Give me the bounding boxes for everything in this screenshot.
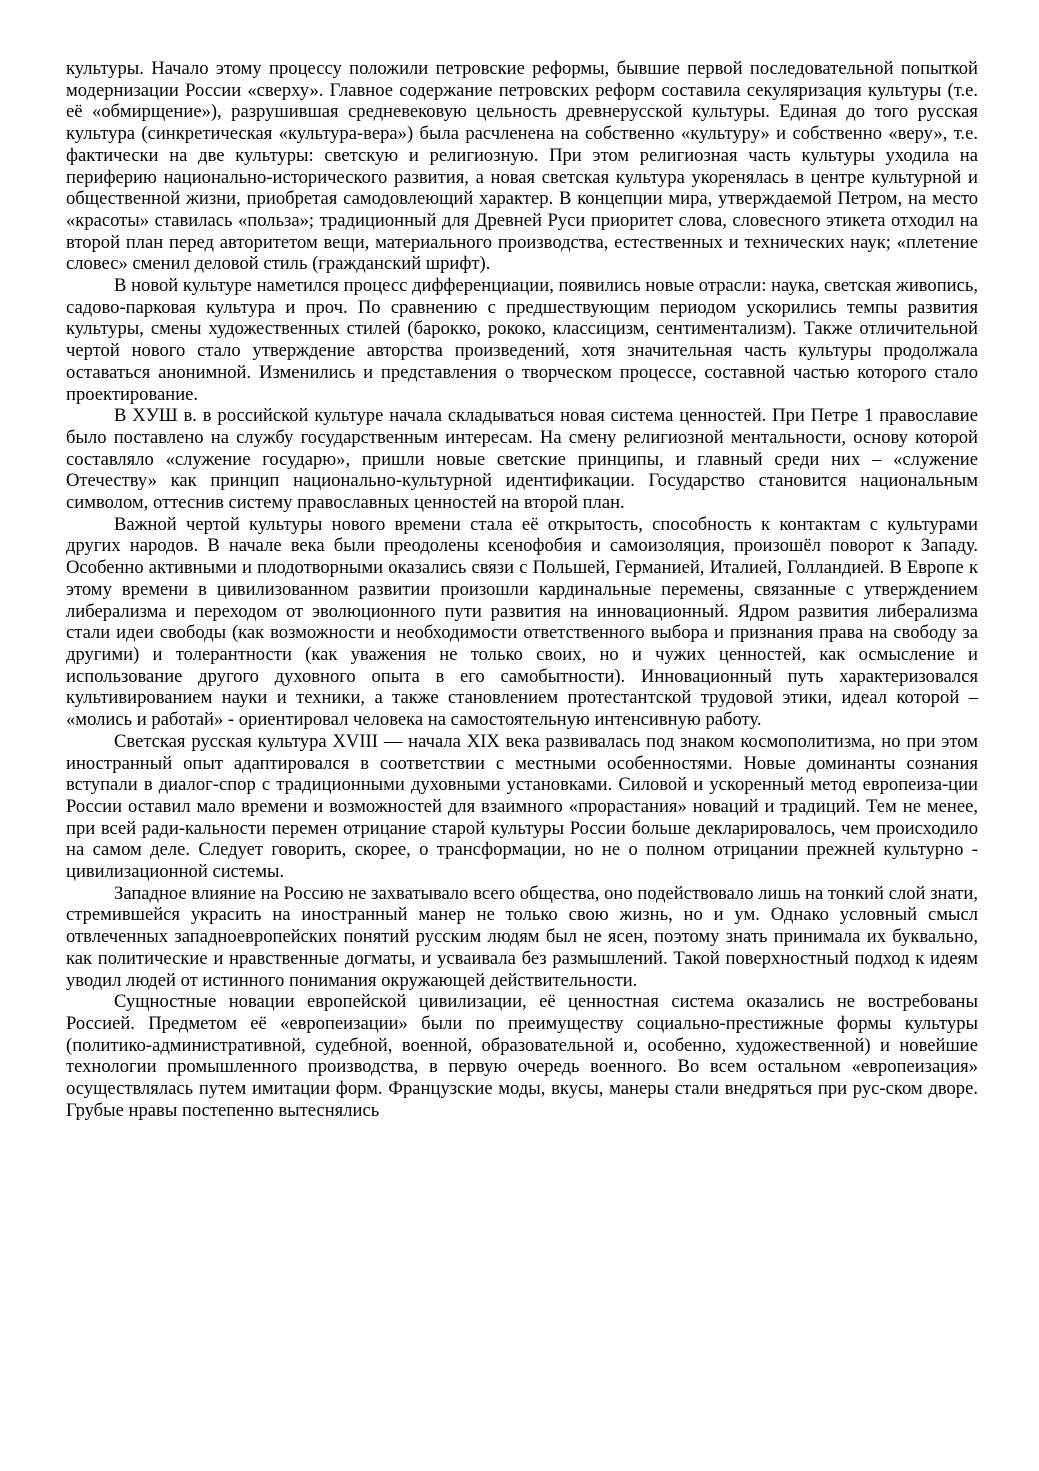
paragraph-2: В новой культуре наметился процесс дифференциации, появились новые отрасли: наука, светская живопись, садово-парковая культура и проч. По сравнению с предшествующим периодом ускорились темпы развития культуры, смены художественных стилей (барокко, рококо, классицизм, сентиментализм). Также отличительной чертой нового стало утверждение авторства произведений, хотя значительная часть культуры продолжала оставаться анонимной. Изменились и представления о творческом процессе, составной частью которого стало проектирование. — [66, 275, 978, 405]
paragraph-4: Важной чертой культуры нового времени стала её открытость, способность к контактам с культурами других народов. В начале века были преодолены ксенофобия и самоизоляция, произошёл поворот к Западу. Особенно активными и плодотворными оказались связи с Польшей, Германией, Италией, Голландией. В Европе к этому времени в цивилизованном развитии произошли кардинальные перемены, связанные с утверждением либерализма и переходом от эволюционного пути развития на инновационный. Ядром развития либерализма стали идеи свободы (как возможности и необходимости ответственного выбора и признания права на свободу за другими) и толерантности (как уважения не только своих, но и чужих ценностей, как осмысление и использование другого духовного опыта в его самобытности). Инновационный путь характеризовался культивированием науки и техники, а также становлением протестантской трудовой этики, идеал которой – «молись и работай» - ориентировал человека на самостоятельную интенсивную работу. — [66, 513, 978, 731]
paragraph-1: культуры. Начало этому процессу положили петровские реформы, бывшие первой последовательной попыткой модернизации России «сверху». Главное содержание петровских реформ составила секуляризация культуры (т.е. её «обмирщение»), разрушившая средневековую цельность древнерусской культуры. Единая до того русская культура (синкретическая «культура-вера») была расчленена на собственно «культуру» и собственно «веру», т.е. фактически на две культуры: светскую и религиозную. При этом религиозная часть культуры уходила на периферию национально-исторического развития, а новая светская культура укоренялась в центре культурной и общественной жизни, приобретая самодовлеющий характер. В концепции мира, утверждаемой Петром, на место «красоты» ставилась «польза»; традиционный для Древней Руси приоритет слова, словесного этикета отходил на второй план перед авторитетом вещи, материального производства, естественных и технических наук; «плетение словес» сменил деловой стиль (гражданский шрифт). — [66, 58, 978, 275]
paragraph-7: Сущностные новации европейской цивилизации, её ценностная система оказались не востребованы Россией. Предметом её «европеизации» были по преимуществу социально-престижные формы культуры (политико-административной, судебной, военной, образовательной и, особенно, художественной) и новейшие технологии промышленного производства, в первую очередь военного. Во всем остальном «европеизация» осуществлялась путем имитации форм. Французские моды, вкусы, манеры стали внедряться при рус-ском дворе. Грубые нравы постепенно вытеснялись — [66, 991, 978, 1121]
paragraph-6: Западное влияние на Россию не захватывало всего общества, оно подействовало лишь на тонкий слой знати, стремившейся украсить на иностранный манер не только свою жизнь, но и ум. Однако условный смысл отвлеченных западноевропейских понятий русским людям был не ясен, поэтому знать принимала их буквально, как политические и нравственные догматы, и усваивала без размышлений. Такой поверхностный подход к идеям уводил людей от истинного понимания окружающей действительности. — [66, 882, 978, 991]
paragraph-5: Светская русская культура XVIII — начала XIX века развивалась под знаком космополитизма, но при этом иностранный опыт адаптировался в соответствии с местными особенностями. Новые доминанты сознания вступали в диалог-спор с традиционными духовными установками. Силовой и ускоренный метод европеиза-ции России оставил мало времени и возможностей для взаимного «прорастания» новаций и традиций. Тем не менее, при всей ради-кальности перемен отрицание старой культуры России больше декларировалось, чем происходило на самом деле. Следует говорить, скорее, о трансформации, но не о полном отрицании прежней культурно - цивилизационной системы. — [66, 730, 978, 883]
paragraph-3: В ХУШ в. в российской культуре начала складываться новая система ценностей. При Петре 1 православие было поставлено на службу государственным интересам. На смену религиозной ментальности, основу которой составляло «служение государю», пришли новые светские принципы, и главный среди них – «служение Отечеству» как принцип национально-культурной идентификации. Государство становится национальным символом, оттеснив систему православных ценностей на второй план. — [66, 405, 978, 514]
document-page — [66, 58, 978, 1121]
